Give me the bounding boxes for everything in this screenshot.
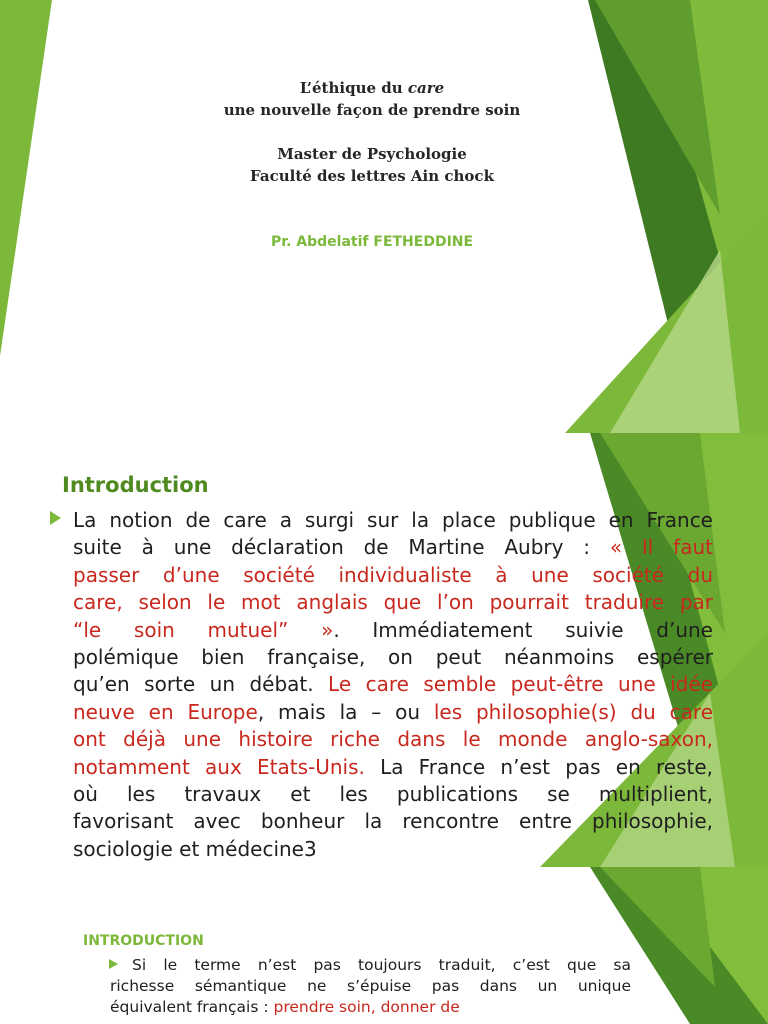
highlighted-text: « Il faut xyxy=(609,535,713,560)
text-segment: richesse sémantique ne s’épuise pas dans un unique xyxy=(110,977,631,995)
title-slide xyxy=(0,0,768,433)
text-line xyxy=(73,754,713,781)
text-line xyxy=(110,955,631,976)
text-line xyxy=(110,997,631,1018)
body-paragraph xyxy=(73,507,713,863)
title-line-2: une nouvelle façon de prendre soin xyxy=(223,101,521,119)
text-segment: suite à une déclaration de Martine Aubry : xyxy=(73,535,610,560)
text-line xyxy=(73,836,713,863)
slide-title xyxy=(160,77,584,187)
text-line xyxy=(110,976,631,997)
text-segment: Si le terme n’est pas toujours traduit, c’est que sa xyxy=(132,956,631,974)
text-line xyxy=(73,781,713,808)
title-line-3: Master de Psychologie xyxy=(277,145,467,163)
text-line xyxy=(73,562,713,589)
section-heading: INTRODUCTION xyxy=(83,933,204,949)
text-line xyxy=(73,644,713,671)
title-line-1: L’éthique du care xyxy=(299,79,445,97)
left-triangle xyxy=(0,0,52,356)
body-paragraph xyxy=(110,955,631,1018)
text-segment: . Immédiatement suivie d’une xyxy=(333,617,713,642)
text-line xyxy=(73,534,713,561)
highlighted-text: passer d’une société individualiste à une société du xyxy=(73,562,713,587)
highlighted-text: care, selon le mot anglais que l’on pourrait traduire par xyxy=(73,590,713,615)
text-line xyxy=(73,507,713,534)
text-line xyxy=(73,726,713,753)
text-segment: où les travaux et les publications se multiplient, xyxy=(73,781,713,806)
introduction-slide-2 xyxy=(0,867,768,1024)
highlighted-text: prendre soin, donner de xyxy=(273,998,460,1016)
bullet-arrow-icon xyxy=(50,511,61,525)
text-segment: La France n’est pas en reste, xyxy=(364,754,714,779)
highlighted-text: Le care semble peut-être une idée xyxy=(328,672,713,697)
green-decoration xyxy=(0,0,768,433)
text-segment: sociologie et médecine3 xyxy=(73,836,317,861)
highlighted-text: neuve en Europe xyxy=(73,699,258,724)
text-segment: équivalent français : xyxy=(110,998,274,1016)
author-name: Pr. Abdelatif FETHEDDINE xyxy=(270,234,474,250)
introduction-slide xyxy=(0,433,768,867)
text-line xyxy=(73,589,713,616)
highlighted-text: notamment aux Etats-Unis. xyxy=(73,754,365,779)
text-segment: qu’en sorte un débat. xyxy=(73,672,329,697)
highlighted-text: les philosophie(s) du care xyxy=(433,699,714,724)
text-segment: favorisant avec bonheur la rencontre entre philosophie, xyxy=(73,809,713,834)
text-line xyxy=(73,808,713,835)
text-segment: La notion de care a surgi sur la place publique en France xyxy=(73,508,713,532)
highlighted-text: “le soin mutuel” » xyxy=(73,617,334,642)
section-heading: Introduction xyxy=(62,473,209,497)
highlighted-text: ont déjà une histoire riche dans le monde anglo-saxon, xyxy=(73,727,713,752)
text-line xyxy=(73,617,713,644)
text-segment: , mais la – ou xyxy=(257,699,434,724)
text-segment: polémique bien française, on peut néanmoins espérer xyxy=(73,644,713,669)
text-line xyxy=(73,699,713,726)
text-line xyxy=(73,671,713,698)
title-line-4: Faculté des lettres Ain chock xyxy=(250,167,494,185)
